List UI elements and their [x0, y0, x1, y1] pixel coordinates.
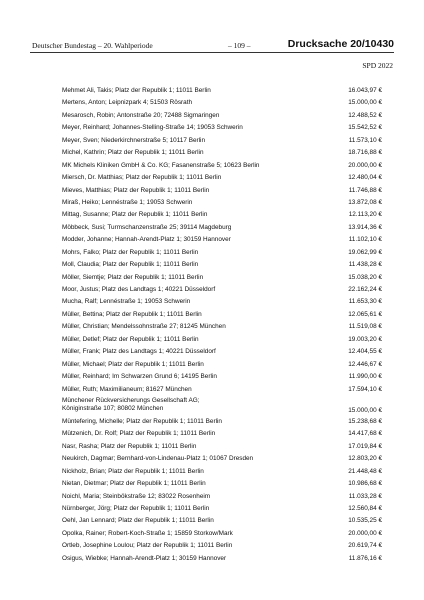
donor-name-address: Noichl, Maria; Steinbökstraße 12; 83022 Rosenheim: [62, 492, 211, 500]
document-number: Drucksache 20/10430: [287, 38, 394, 50]
table-row: [62, 515, 382, 527]
table-row: [62, 247, 382, 259]
donor-name-address: Nasr, Rasha; Platz der Republik 1; 11011 Berlin: [62, 442, 197, 450]
donor-name-address: Mieves, Matthias; Platz der Republik 1; 11011 Berlin: [62, 186, 210, 194]
table-row: [62, 296, 382, 308]
donation-amount: 17.594,10 €: [348, 385, 382, 393]
donation-amount: 12.113,20 €: [348, 211, 382, 219]
donor-name-address: Opolka, Rainer; Robert-Koch-Straße 1; 15859 Storkow/Mark: [62, 529, 233, 537]
table-row: [62, 528, 382, 540]
donation-amount: 15.000,00 €: [348, 406, 382, 414]
donor-name-address: Mohrs, Falko; Platz der Republik 1; 11011 Berlin: [62, 248, 199, 256]
donor-name-address: Müntefering, Michelle; Platz der Republik 1; 11011 Berlin: [62, 417, 222, 425]
donor-name-address: Mützenich, Dr. Rolf; Platz der Republik 1; 11011 Berlin: [62, 430, 216, 438]
table-row: [62, 359, 382, 371]
donation-amount: 12.065,61 €: [348, 310, 382, 318]
donation-amount: 12.480,04 €: [348, 174, 382, 182]
donation-amount: 19.003,20 €: [348, 335, 382, 343]
donor-name-address: Moll, Claudia; Platz der Republik 1; 11011 Berlin: [62, 261, 199, 269]
donor-name-address: Moor, Justus; Platz des Landtags 1; 40221 Düsseldorf: [62, 286, 216, 293]
donor-name-address: Modder, Johanne; Hannah-Arendt-Platz 1; 30159 Hannover: [62, 236, 231, 244]
donation-amount: 22.162,24 €: [348, 286, 382, 293]
donation-amount: 13.872,08 €: [348, 198, 382, 206]
table-row: [62, 371, 382, 383]
header-parliament: Deutscher Bundestag – 20. Wahlperiode: [32, 41, 153, 50]
donation-amount: 19.062,99 €: [348, 248, 382, 256]
donation-amount: 12.446,67 €: [348, 360, 382, 368]
table-row: [62, 85, 382, 97]
donor-name-line-1: Münchener Rückversicherungs Gesellschaft AG;: [62, 396, 200, 404]
table-row: [62, 466, 382, 478]
donation-amount: 16.043,97 €: [348, 87, 382, 94]
donation-amount: 11.573,10 €: [348, 136, 382, 144]
table-row: [62, 160, 382, 172]
table-row: [62, 441, 382, 453]
donor-name-address: Nietan, Dietmar; Platz der Republik 1; 11011 Berlin: [62, 480, 206, 488]
donation-amount: 11.653,30 €: [348, 298, 382, 306]
donor-name-address: Meyer, Reinhard; Johannes-Stelling-Straße 14; 19053 Schwerin: [62, 124, 243, 132]
donor-name-address: Meyer, Sven; Niederkirchnerstraße 5; 10117 Berlin: [62, 136, 206, 144]
page-number: – 109 –: [228, 41, 251, 50]
donation-amount: 13.914,36 €: [348, 223, 382, 231]
donor-name-address: Möbbeck, Susi; Turmschanzenstraße 25; 39114 Magdeburg: [62, 223, 232, 231]
donor-name-address: Miraß, Heiko; Lennéstraße 1; 19053 Schwerin: [62, 198, 193, 206]
table-row: [62, 309, 382, 321]
donor-name-address: Mertens, Anton; Leipnizpark 4; 51503 Rösrath: [62, 99, 193, 107]
donation-amount: 21.448,48 €: [348, 467, 382, 475]
table-row: [62, 428, 382, 440]
donor-name-address: [62, 397, 199, 412]
donation-amount: 11.746,88 €: [348, 186, 382, 194]
table-row: [62, 135, 382, 147]
table-row: [62, 346, 382, 358]
donation-amount: 20.619,74 €: [348, 542, 382, 550]
donor-name-address: Möller, Siemtje; Platz der Republik 1; 11011 Berlin: [62, 273, 204, 281]
table-row: [62, 503, 382, 515]
donor-name-address: Neukirch, Dagmar; Bernhard-von-Lindenau-Platz 1; 01067 Dresden: [62, 455, 254, 463]
table-row: [62, 234, 382, 246]
table-row: [62, 453, 382, 465]
donor-name-address: Mucha, Ralf; Lennéstraße 1; 19053 Schwerin: [62, 298, 191, 306]
table-row: [62, 384, 382, 396]
table-row: [62, 540, 382, 552]
table-row: [62, 185, 382, 197]
table-row: [62, 416, 382, 428]
donation-amount: 15.038,20 €: [348, 273, 382, 281]
donation-amount: 12.803,20 €: [348, 455, 382, 463]
table-row: [62, 553, 382, 565]
table-row: [62, 334, 382, 346]
donor-name-address: Müller, Bettina; Platz der Republik 1; 11011 Berlin: [62, 310, 202, 318]
table-row: [62, 110, 382, 122]
table-row: [62, 321, 382, 333]
party-label: SPD 2022: [362, 61, 393, 70]
donor-name-address: Müller, Christian; Mendelssohnstraße 27; 81245 München: [62, 323, 226, 331]
table-row: [62, 259, 382, 271]
donation-amount: 20.000,00 €: [348, 161, 382, 169]
donor-name-address: Michel, Kathrin; Platz der Republik 1; 11011 Berlin: [62, 149, 204, 157]
donation-amount: 11.102,10 €: [348, 236, 382, 244]
donation-amount: 11.033,28 €: [348, 492, 382, 500]
table-row: [62, 491, 382, 503]
donation-amount: 11.438,28 €: [348, 261, 382, 269]
donor-name-address: Ortleb, Josephine Loulou; Platz der Republik 1; 11011 Berlin: [62, 542, 233, 550]
donor-name-address: Miersch, Dr. Matthias; Platz der Republik 1; 11011 Berlin: [62, 174, 222, 182]
donation-amount: 15.238,68 €: [348, 417, 382, 425]
donor-name-address: Oehl, Jan Lennard; Platz der Republik 1; 11011 Berlin: [62, 517, 214, 525]
donation-amount: 10.986,68 €: [348, 480, 382, 488]
donation-amount: 11.519,08 €: [348, 323, 382, 331]
donor-name-address: Müller, Michael; Platz der Republik 1; 11011 Berlin: [62, 360, 204, 368]
table-row: [62, 147, 382, 159]
donation-amount: 17.019,84 €: [348, 442, 382, 450]
page-header: [30, 38, 394, 53]
table-row: [62, 197, 382, 209]
donation-table: [62, 85, 382, 565]
table-row: [62, 172, 382, 184]
donation-amount: 15.542,52 €: [348, 124, 382, 132]
table-row: [62, 396, 382, 416]
table-row: [62, 209, 382, 221]
donor-name-address: Osigus, Wiebke; Hannah-Arendt-Platz 1; 30159 Hannover: [62, 554, 227, 562]
table-row: [62, 97, 382, 109]
donor-name-address: Müller, Ruth; Maximilianeum; 81627 München: [62, 385, 192, 393]
donation-amount: 12.560,84 €: [348, 505, 382, 512]
donation-amount: 12.404,55 €: [348, 348, 382, 356]
donor-name-address: Nürnberger, Jörg; Platz der Republik 1; 11011 Berlin: [62, 505, 210, 512]
table-row: [62, 478, 382, 490]
donation-amount: 11.990,00 €: [348, 373, 382, 381]
donor-name-address: Mesarosch, Robin; Antonstraße 20; 72488 Sigmaringen: [62, 111, 220, 119]
donor-name-line-2: Königinstraße 107; 80802 München: [62, 404, 164, 412]
table-row: [62, 222, 382, 234]
donation-amount: 10.535,25 €: [348, 517, 382, 525]
donation-amount: 15.000,00 €: [348, 99, 382, 107]
donor-name-address: Müller, Reinhard; Im Schwarzen Grund 6; 14195 Berlin: [62, 373, 217, 381]
donor-name-address: Nickholz, Brian; Platz der Republik 1; 11011 Berlin: [62, 467, 204, 475]
donor-name-address: Mittag, Susanne; Platz der Republik 1; 11011 Berlin: [62, 211, 208, 219]
donor-name-address: Mehmet Ali, Takis; Platz der Republik 1; 11011 Berlin: [62, 87, 211, 94]
donation-amount: 18.716,88 €: [348, 149, 382, 157]
donor-name-address: Müller, Detlef; Platz der Republik 1; 11011 Berlin: [62, 335, 199, 343]
donation-amount: 14.417,68 €: [348, 430, 382, 438]
donation-amount: 12.488,52 €: [348, 111, 382, 119]
donor-name-address: Müller, Frank; Platz des Landtags 1; 40221 Düsseldorf: [62, 348, 216, 356]
table-row: [62, 122, 382, 134]
donation-amount: 11.876,16 €: [348, 554, 382, 562]
table-row: [62, 284, 382, 296]
table-row: [62, 272, 382, 284]
donation-amount: 20.000,00 €: [348, 529, 382, 537]
donor-name-address: MK Michels Kliniken GmbH & Co. KG; Fasanenstraße 5; 10623 Berlin: [62, 161, 260, 169]
